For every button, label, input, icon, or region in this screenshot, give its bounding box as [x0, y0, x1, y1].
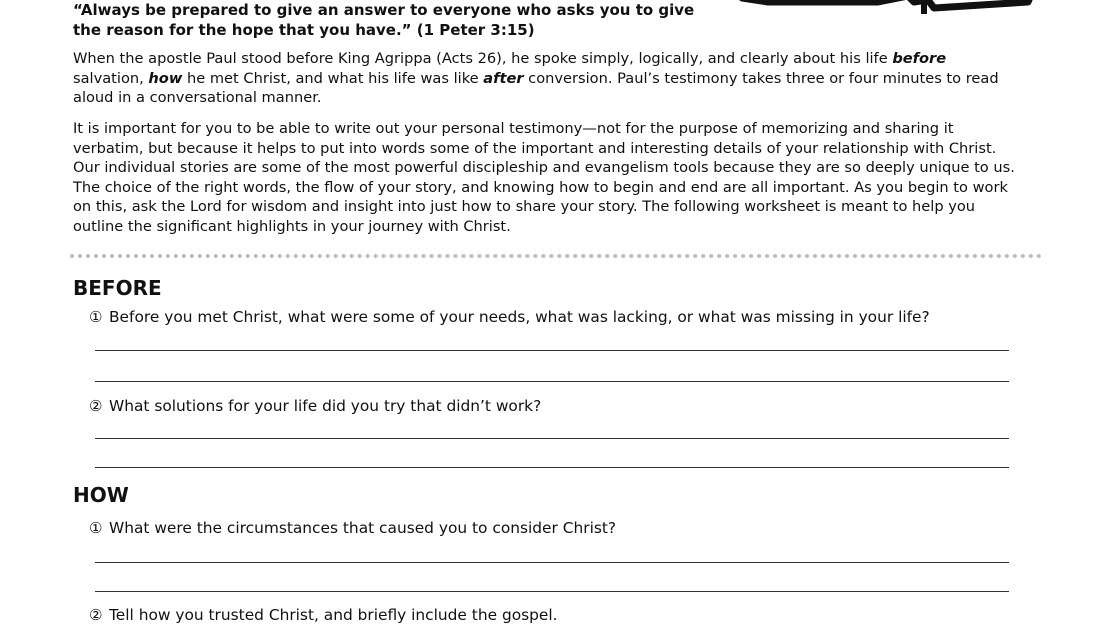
section-title-how: HOW — [73, 483, 129, 507]
answer-line-how-1b[interactable] — [95, 591, 1009, 592]
intro-paragraph-1: When the apostle Paul stood before King Agrippa (Acts 26), he spoke simply, logically, and clearly about his life before salvation, how he met Christ, and what his life was like after conversion. Paul’s testimony takes three or four minutes to read aloud in a conversational manner. — [73, 50, 999, 107]
question-text: Before you met Christ, what were some of your needs, what was lacking, or what was missing in your life? — [109, 308, 930, 326]
emphasis-after: after — [483, 69, 524, 87]
question-text: What solutions for your life did you try that didn’t work? — [109, 397, 542, 415]
emphasis-before: before — [892, 50, 947, 67]
answer-line-before-1a[interactable] — [95, 350, 1009, 351]
answer-line-before-1b[interactable] — [95, 381, 1009, 382]
intro-paragraph-2: It is important for you to be able to write out your personal testimony—not for the purpose of memorizing and sharing it verbatim, but because it helps to put into words some of the important and interesting details of your relationship with Christ. Our individual stories are some of the most powerful discipleship and evangelism tools because they are so deeply unique to us. The choice of the right words, the flow of your story, and knowing how to begin and end are all important. As you begin to work on this, ask the Lord for wisdom and insight into just how to share your story. The following worksheet is meant to help you outline the significant highlights in your journey with Christ. — [73, 120, 1015, 235]
question-text: What were the circumstances that caused you to consider Christ? — [109, 519, 617, 537]
header-logo-art — [728, 0, 1040, 18]
answer-line-before-2a[interactable] — [95, 438, 1009, 439]
circled-number-2: ② — [89, 606, 103, 624]
section-title-before: BEFORE — [73, 276, 162, 300]
section-divider — [70, 254, 1042, 258]
question-text: Tell how you trusted Christ, and briefly include the gospel. — [109, 606, 558, 624]
scripture-verse: “Always be prepared to give an answer to everyone who asks you to give the reason for the hope that you have.” (1 Peter 3:15) — [73, 1, 695, 39]
circled-number-1: ① — [89, 519, 103, 537]
answer-line-how-1a[interactable] — [95, 562, 1009, 563]
answer-line-before-2b[interactable] — [95, 467, 1009, 468]
question-how-1 — [89, 518, 616, 538]
question-how-2 — [89, 605, 558, 625]
question-before-1 — [89, 307, 930, 327]
circled-number-1: ① — [89, 308, 103, 326]
circled-number-2: ② — [89, 397, 103, 415]
question-before-2 — [89, 396, 541, 416]
emphasis-how: how — [148, 69, 183, 87]
